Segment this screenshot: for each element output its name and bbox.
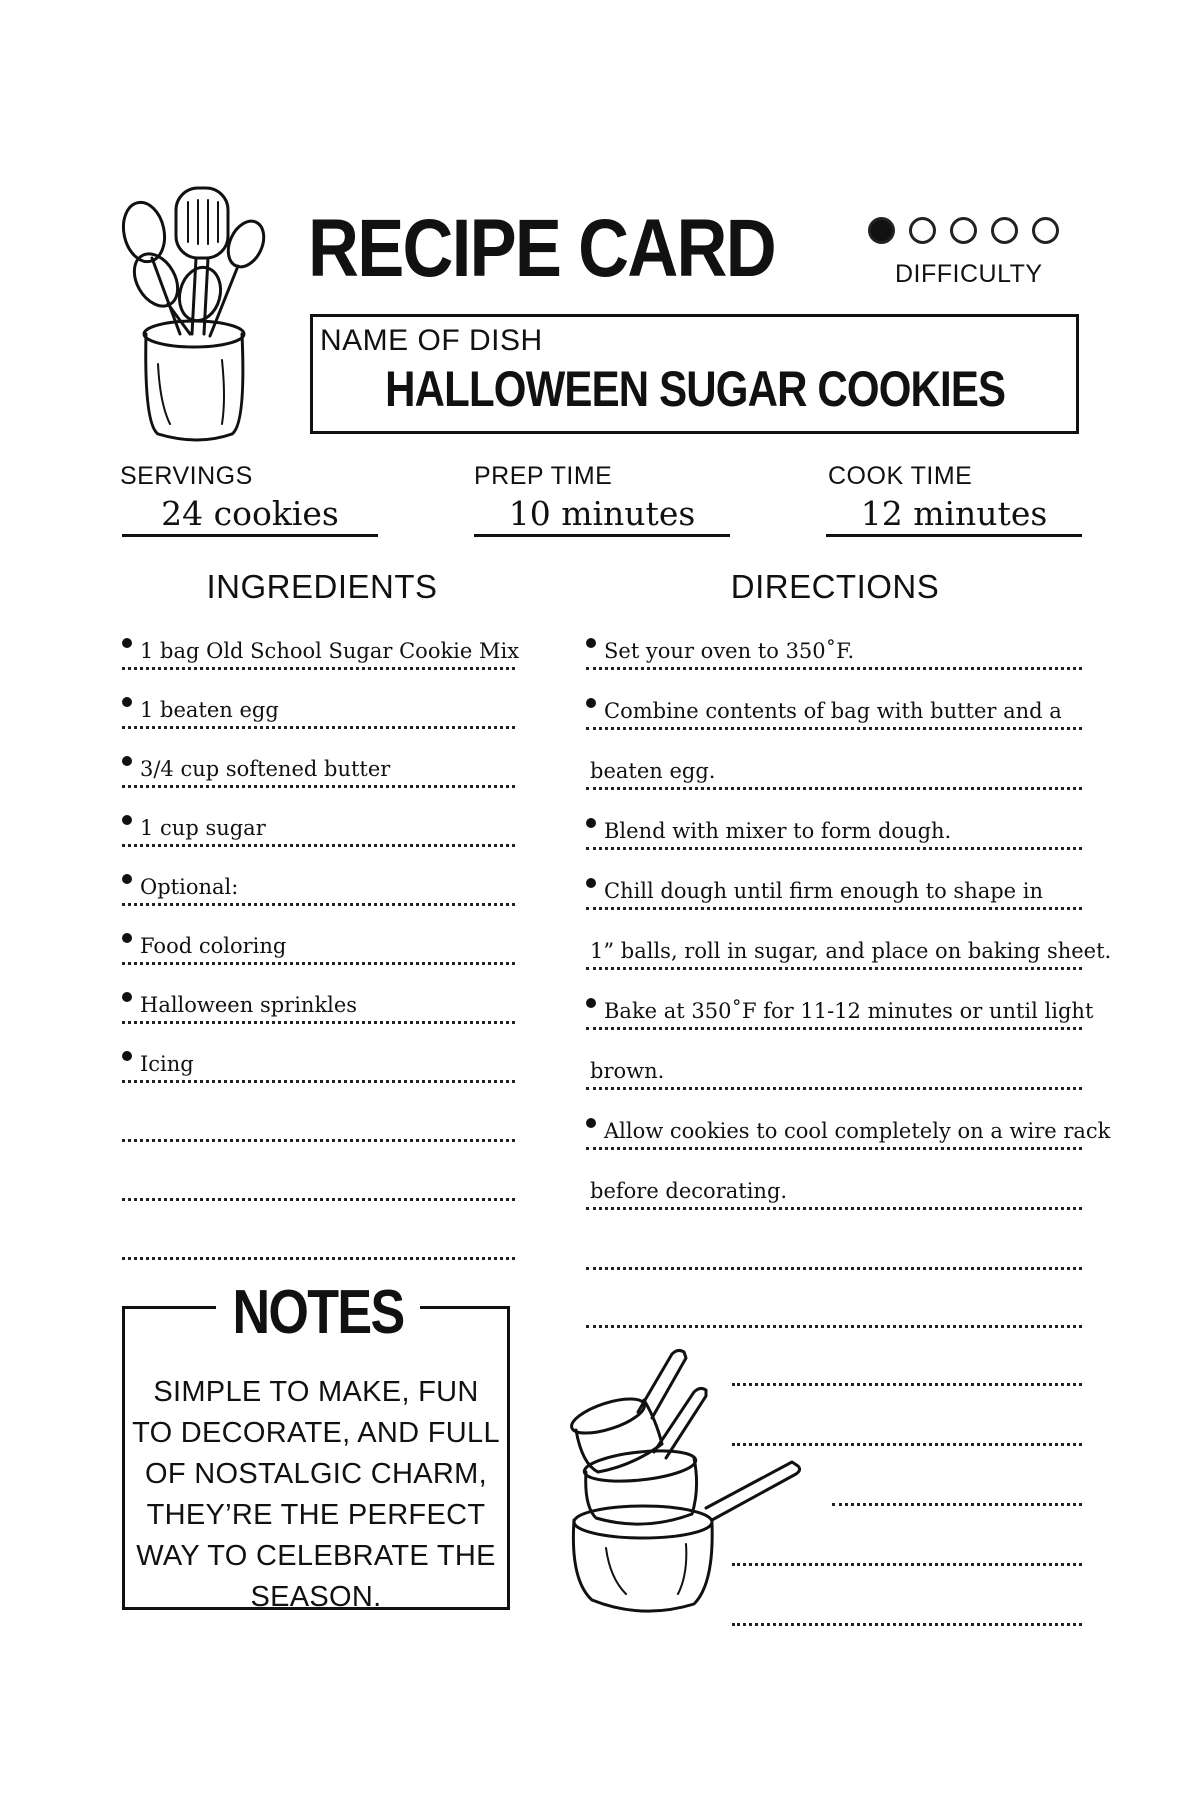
direction-line: Bake at 350˚F for 11-12 minutes or until light: [586, 990, 1082, 1030]
blank-line: [122, 1161, 515, 1201]
bullet-icon: [586, 698, 596, 708]
direction-line: 1” balls, roll in sugar, and place on baking sheet.: [586, 930, 1082, 970]
bullet-icon: [586, 638, 596, 648]
bullet-icon: [122, 756, 132, 766]
direction-line: Combine contents of bag with butter and a: [586, 690, 1082, 730]
list-item: Optional:: [122, 866, 515, 906]
bullet-icon: [586, 818, 596, 828]
difficulty-rating: [868, 217, 1059, 244]
direction-line: brown.: [586, 1050, 1082, 1090]
ingredients-heading: INGREDIENTS: [206, 568, 438, 605]
difficulty-dot-empty: [991, 217, 1018, 244]
list-item: 1 bag Old School Sugar Cookie Mix: [122, 630, 515, 670]
list-item: Halloween sprinkles: [122, 984, 515, 1024]
list-item: 1 beaten egg: [122, 689, 515, 729]
bullet-icon: [586, 1118, 596, 1128]
list-item: Icing: [122, 1043, 515, 1083]
blank-line: [122, 1102, 515, 1142]
direction-line: Allow cookies to cool completely on a wire rack: [586, 1110, 1082, 1150]
bullet-icon: [122, 697, 132, 707]
notes-text: SIMPLE TO MAKE, FUN TO DECORATE, AND FULL OF NOSTALGIC CHARM, THEY’RE THE PERFECT WAY TO CELEBRATE THE SEASON.: [132, 1376, 500, 1613]
notes-divider: [420, 1306, 510, 1309]
bullet-icon: [122, 638, 132, 648]
bullet-icon: [122, 815, 132, 825]
cook-time-label: COOK TIME: [828, 462, 973, 490]
difficulty-dot-filled: [868, 217, 895, 244]
blank-line: [122, 1220, 515, 1260]
bullet-icon: [586, 998, 596, 1008]
prep-time-label: PREP TIME: [474, 462, 613, 490]
page-title: RECIPE CARD: [308, 203, 775, 294]
blank-line: [832, 1466, 1082, 1506]
dish-name: HALLOWEEN SUGAR COOKIES: [385, 361, 1006, 417]
bullet-icon: [122, 1051, 132, 1061]
difficulty-label: DIFFICULTY: [895, 260, 1043, 288]
cook-time-value: 12 minutes: [860, 494, 1048, 533]
blank-line: [586, 1288, 1082, 1328]
list-item: Food coloring: [122, 925, 515, 965]
stacked-pots-icon: [566, 1348, 812, 1616]
difficulty-dot-empty: [1032, 217, 1059, 244]
notes-heading: NOTES: [232, 1278, 404, 1347]
cook-time-underline: [826, 534, 1082, 537]
direction-line: Chill dough until firm enough to shape in: [586, 870, 1082, 910]
bullet-icon: [122, 992, 132, 1002]
difficulty-dot-empty: [950, 217, 977, 244]
prep-time-value: 10 minutes: [508, 494, 696, 533]
servings-value: 24 cookies: [161, 494, 339, 533]
direction-line: before decorating.: [586, 1170, 1082, 1210]
difficulty-dot-empty: [909, 217, 936, 244]
direction-line: Blend with mixer to form dough.: [586, 810, 1082, 850]
list-item: 3/4 cup softened butter: [122, 748, 515, 788]
direction-line: beaten egg.: [586, 750, 1082, 790]
directions-heading: DIRECTIONS: [730, 568, 940, 605]
direction-line: Set your oven to 350˚F.: [586, 630, 1082, 670]
list-item: 1 cup sugar: [122, 807, 515, 847]
notes-divider: [122, 1306, 216, 1309]
prep-time-underline: [474, 534, 730, 537]
bullet-icon: [586, 878, 596, 888]
bullet-icon: [122, 933, 132, 943]
servings-label: SERVINGS: [120, 462, 253, 490]
bullet-icon: [122, 874, 132, 884]
blank-line: [586, 1230, 1082, 1270]
servings-underline: [122, 534, 378, 537]
dish-name-label: NAME OF DISH: [320, 324, 543, 357]
